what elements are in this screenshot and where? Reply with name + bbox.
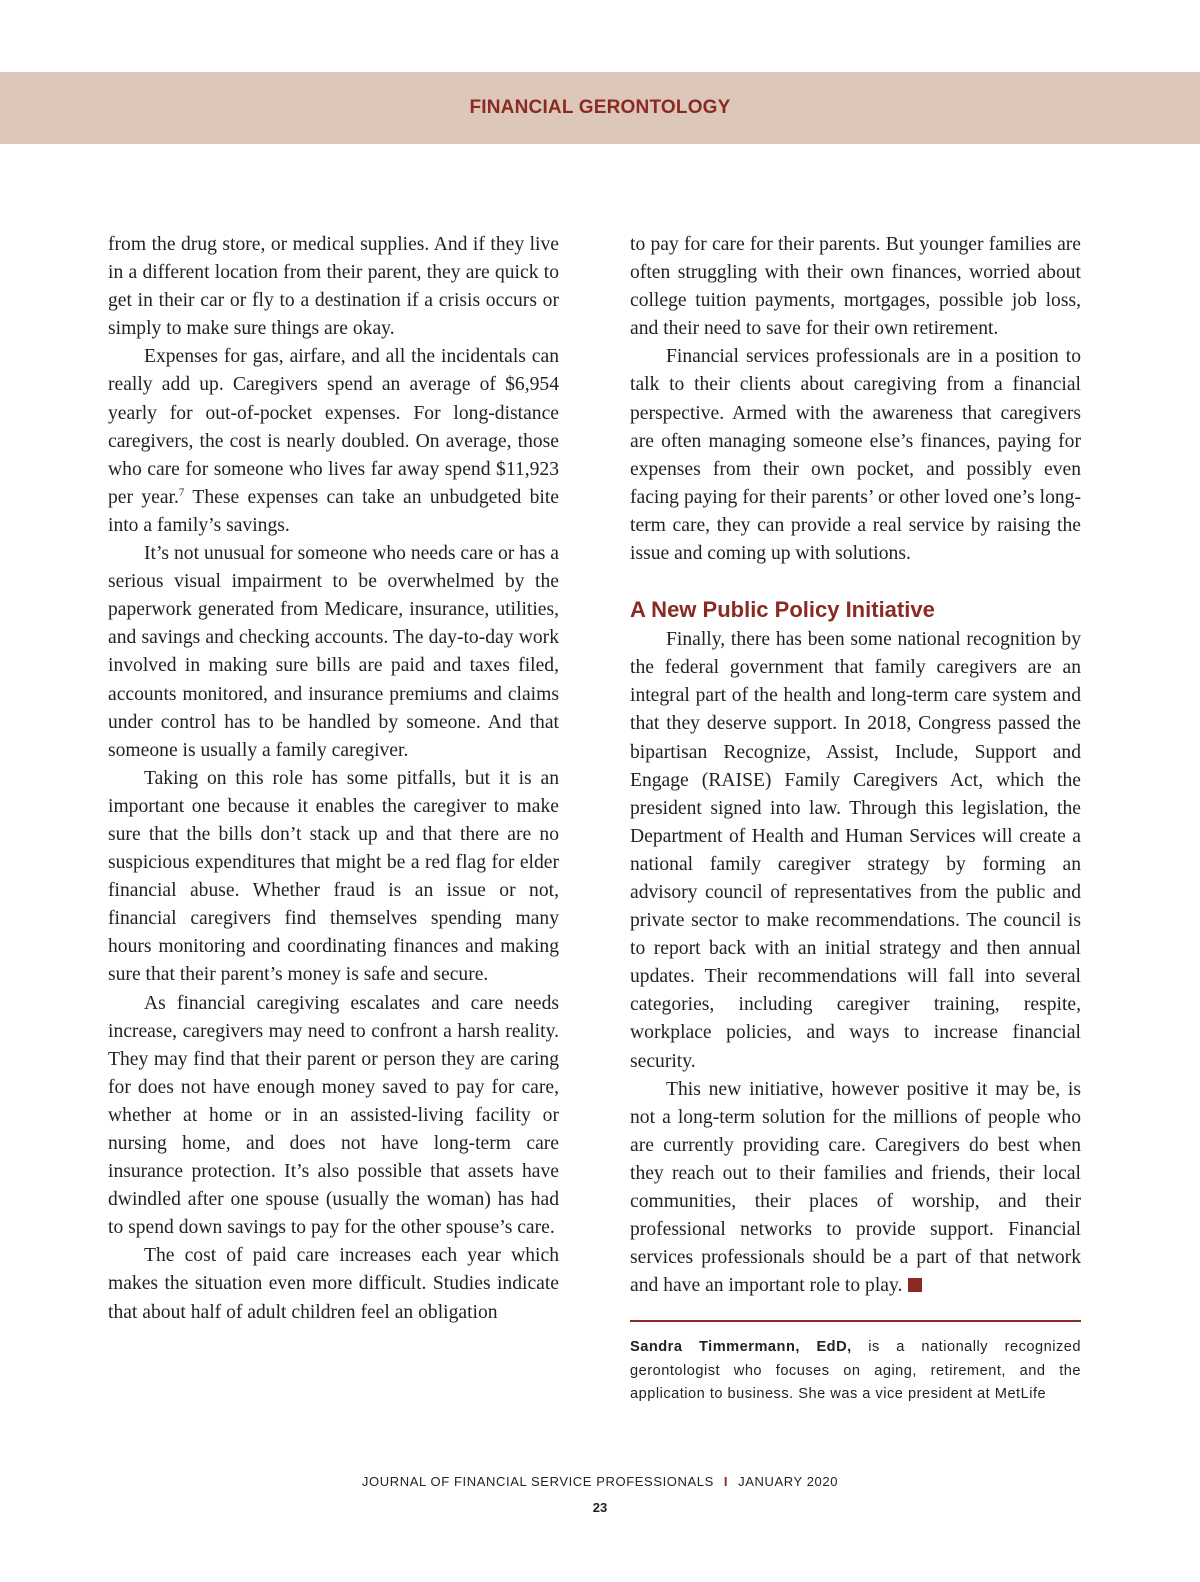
paragraph: As financial caregiving escalates and care needs increase, caregivers may need to confront a harsh reality. They may find that their parent or person they are caring for does not have enough money saved to pay for care, whether at home or in an assisted-living facility or nursing home, and does not have long-term care insurance protection. It’s also possible that assets have dwindled after one spouse (usually the woman) has had to spend down savings to pay for the other spouse’s care. — [108, 992, 559, 1239]
paragraph: from the drug store, or medical supplies. And if they live in a different location from their parent, they are quick to get in their car or fly to a destination if a crisis occurs or simply to make sure things are okay. — [108, 234, 559, 340]
page-footer — [0, 1474, 1200, 1489]
paragraph: It’s not unusual for someone who needs care or has a serious visual impairment to be overwhelmed by the paperwork generated from Medicare, insurance, utilities, and savings and checking accounts. The day-to-day work involved in making sure bills are paid and taxes filed, accounts monitored, and insurance premiums and claims under control has to be handled by someone. And that someone is usually a family caregiver. — [108, 543, 559, 761]
paragraph — [108, 343, 559, 540]
issue-date: JANUARY 2020 — [738, 1474, 839, 1489]
section-heading: A New Public Policy Initiative — [630, 597, 935, 623]
paragraph: The cost of paid care increases each year which makes the situation even more difficult. Studies indicate that about half of adult children feel an obligation — [108, 1245, 559, 1323]
journal-name: JOURNAL OF FINANCIAL SERVICE PROFESSIONALS — [361, 1474, 714, 1489]
author-bio-text: is a nationally recognized gerontologist who focuses on aging, retirement, and the application to business. She was a vice president at MetLife — [630, 1339, 1081, 1402]
section-title: FINANCIAL GERONTOLOGY — [469, 97, 731, 118]
paragraph: Financial services professionals are in a position to talk to their clients about caregiving from a financial perspective. Armed with the awareness that caregivers are often managing someone else’s finances, paying for expenses from their own pocket, and possibly even facing paying for their parents’ or other loved one’s long-term care, they can provide a real service by raising the issue and coming up with solutions. — [630, 346, 1081, 565]
end-of-article-mark — [908, 1278, 922, 1292]
footer-separator: I — [723, 1474, 729, 1489]
author-name: Sandra Timmermann, EdD, — [630, 1339, 852, 1355]
paragraph: to pay for care for their parents. But younger families are often struggling with their own finances, worried about college tuition payments, mortgages, possible job loss, and their need to save for their own retirement. — [630, 234, 1081, 340]
right-column — [630, 231, 1081, 1300]
bio-divider — [630, 1320, 1081, 1322]
paragraph-text: These expenses can take an unbudgeted bite into a family’s savings. — [108, 486, 559, 536]
left-column — [108, 231, 559, 1327]
paragraph — [630, 1076, 1081, 1301]
paragraph: Taking on this role has some pitfalls, but it is an important one because it enables the caregiver to make sure that the bills don’t stack up and that there are no suspicious expenditures that might be a red flag for elder financial abuse. Whether fraud is an issue or not, financial caregivers find themselves spending many hours monitoring and coordinating finances and making sure that their parent’s money is safe and secure. — [108, 767, 559, 986]
paragraph: Finally, there has been some national recognition by the federal government that family caregivers are an integral part of the health and long-term care system and that they deserve support. In 2018, Congress passed the bipartisan Recognize, Assist, Include, Support and Engage (RAISE) Family Caregivers Act, which the president signed into law. Through this legislation, the Department of Health and Human Services will create a national family caregiver strategy by forming an advisory council of representatives from the public and private sector to make recommendations. The council is to report back with an initial strategy and then annual updates. Their recommendations will fall into several categories, including caregiver training, respite, workplace policies, and ways to increase financial security. — [630, 629, 1081, 1072]
paragraph-text: This new initiative, however positive it may be, is not a long-term solution for the millions of people who are currently providing care. Caregivers do best when they reach out to their families and friends, their local communities, their places of worship, and their professional networks to provide support. Financial services professionals should be a part of that network and have an important role to play. — [630, 1078, 1081, 1297]
author-bio — [630, 1336, 1081, 1407]
footnote-marker: 7 — [178, 486, 185, 499]
section-banner — [0, 72, 1200, 144]
page-number: 23 — [592, 1500, 608, 1515]
paragraph-text: Expenses for gas, airfare, and all the incidentals can really add up. Caregivers spend an average of $6,954 yearly for out-of-pocket expenses. For long-distance caregivers, the cost is nearly doubled. On average, those who care for someone who lives far away spend $11,923 per year. — [108, 346, 559, 508]
